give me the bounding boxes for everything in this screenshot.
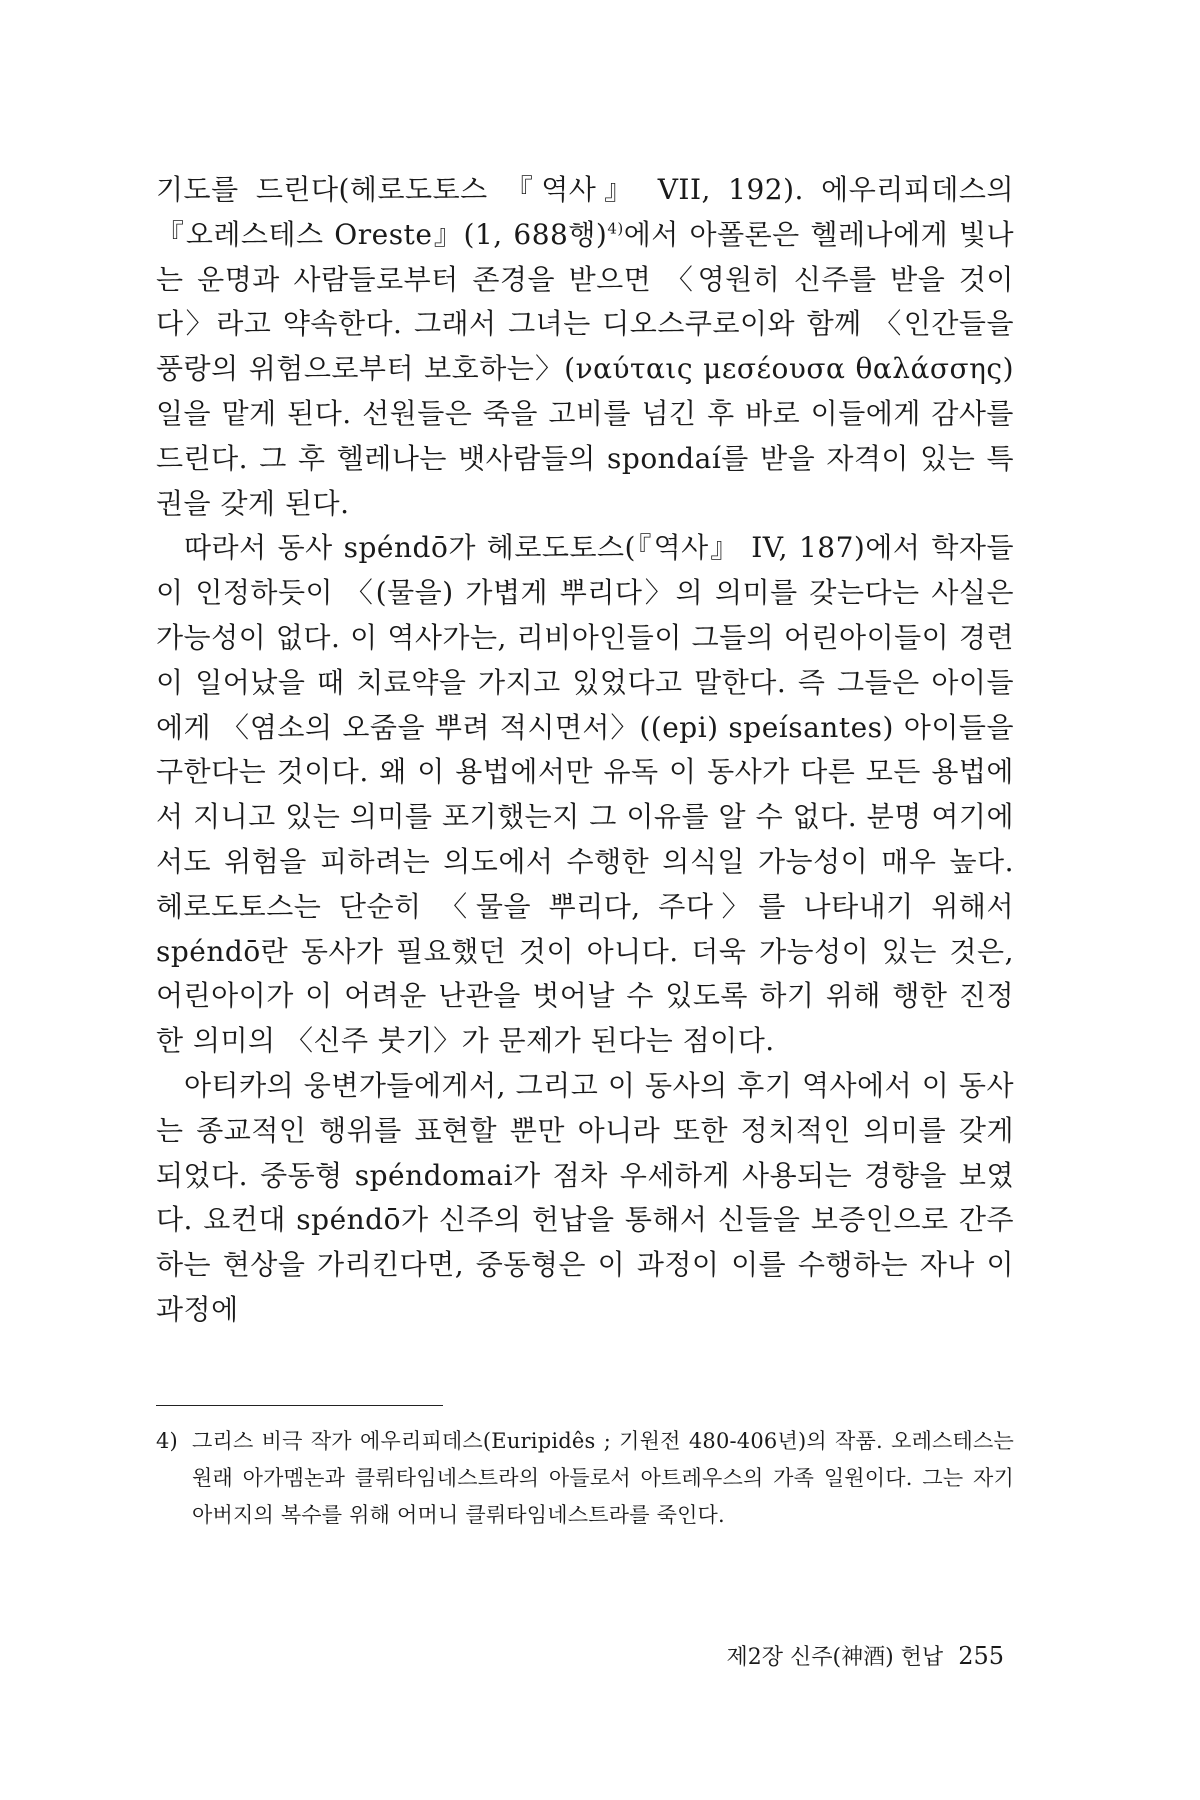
footnote-text: 그리스 비극 작가 에우리피데스(Euripidês ; 기원전 480-406년)의 작품. 오레스테스는 원래 아가멤논과 클뤼타임네스트라의 아들로서 아트레우스의 가족 일원이다. 그는 자기 아버지의 복수를 위해 어머니 클뤼타임네스트라를 죽인다.: [192, 1429, 1014, 1527]
page-number: 255: [958, 1642, 1004, 1670]
running-head: 제2장 신주(神酒) 헌납: [726, 1645, 944, 1670]
footnote-number: 4): [156, 1429, 178, 1453]
page-footer: [727, 1640, 1004, 1671]
main-text: [156, 168, 1014, 1333]
paragraph-1-rest: 에서 아폴론은 헬레나에게 빛나는 운명과 사람들로부터 존경을 받으면 〈영원히 신주를 받을 것이다〉라고 약속한다. 그래서 그녀는 디오스쿠로이와 함께 〈인간들을 풍랑의 위험으로부터 보호하는〉(ναύταις μεσέουσα θαλάσσης) 일을 맡게 된다. 선원들은 죽을 고비를 넘긴 후 바로 이들에게 감사를 드린다. 그 후 헬레나는 뱃사람들의 spondaí를 받을 자격이 있는 특권을 갖게 된다.: [156, 217, 1015, 520]
paragraph-1-start: 기도를 드린다(헤로도토스 『역사』 VII, 192). 에우리피데스의 『오레스테스 Oreste』(1, 688행): [156, 173, 1014, 251]
paragraph-2: 따라서 동사 spéndō가 헤로도토스(『역사』 IV, 187)에서 학자들이 인정하듯이 〈(물을) 가볍게 뿌리다〉의 의미를 갖는다는 사실은 가능성이 없다. 이 역사가는, 리비아인들이 그들의 어린아이들이 경련이 일어났을 때 치료약을 가지고 있었다고 말한다. 즉 그들은 아이들에게 〈염소의 오줌을 뿌려 적시면서〉((epi) speísantes) 아이들을 구한다는 것이다. 왜 이 용법에서만 유독 이 동사가 다른 모든 용법에서 지니고 있는 의미를 포기했는지 그 이유를 알 수 없다. 분명 여기에서도 위험을 피하려는 의도에서 수행한 의식일 가능성이 매우 높다. 헤로도토스는 단순히 〈물을 뿌리다, 주다〉를 나타내기 위해서 spéndō란 동사가 필요했던 것이 아니다. 더욱 가능성이 있는 것은, 어린아이가 이 어려운 난관을 벗어날 수 있도록 하기 위해 행한 진정한 의미의 〈신주 붓기〉가 문제가 된다는 점이다.: [156, 531, 1014, 1058]
paragraph-3: 아티카의 웅변가들에게서, 그리고 이 동사의 후기 역사에서 이 동사는 종교적인 행위를 표현할 뿐만 아니라 또한 정치적인 의미를 갖게 되었다. 중동형 spéndomai가 점차 우세하게 사용되는 경향을 보였다. 요컨대 spéndō가 신주의 헌납을 통해서 신들을 보증인으로 간주하는 현상을 가리킨다면, 중동형은 이 과정이 이를 수행하는 자나 이 과정에: [156, 1068, 1014, 1326]
footnote-divider: [156, 1405, 443, 1406]
paragraph-1: [156, 168, 1014, 526]
footnote: [156, 1423, 1014, 1534]
footnote-reference[interactable]: 4): [607, 219, 624, 238]
